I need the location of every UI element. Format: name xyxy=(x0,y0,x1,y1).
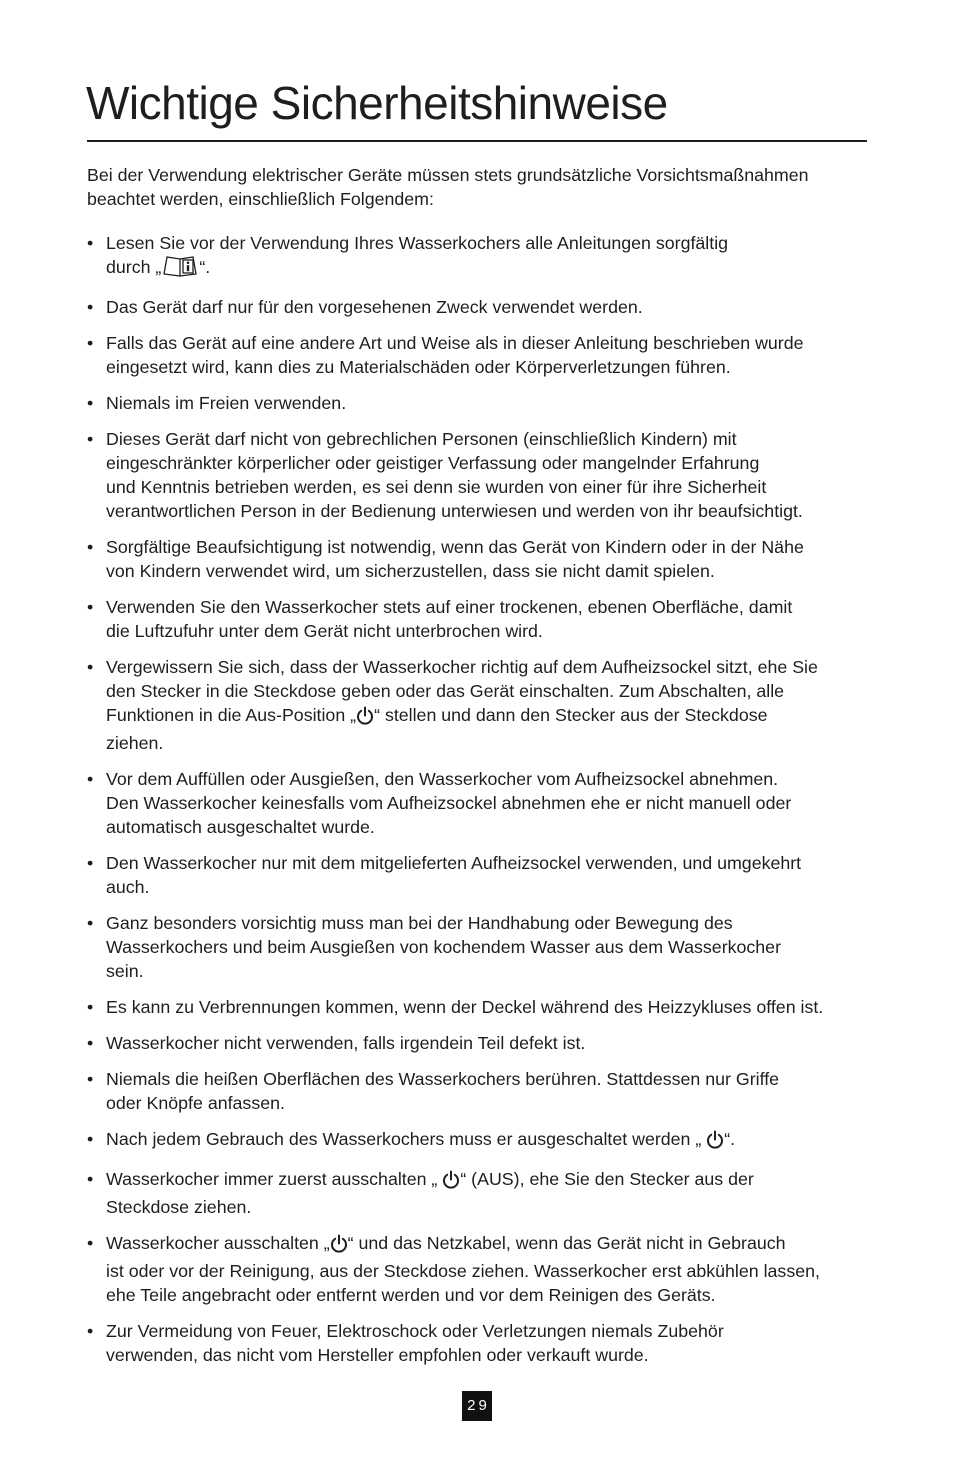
item-text: und Kenntnis betrieben werden, es sei denn sie wurden von einer für ihre Sicherheit xyxy=(106,477,767,497)
item-text: “ stellen und dann den Stecker aus der Steckdose xyxy=(374,705,768,725)
item-text: ziehen. xyxy=(106,733,164,753)
item-text: Dieses Gerät darf nicht von gebrechlichen Personen (einschließlich Kindern) mit xyxy=(106,429,737,449)
item-text: ist oder vor der Reinigung, aus der Steckdose ziehen. Wasserkocher erst abkühlen lassen, xyxy=(106,1261,820,1281)
item-text: von Kindern verwendet wird, um sicherzustellen, dass sie nicht damit spielen. xyxy=(106,561,715,581)
item-text: Lesen Sie vor der Verwendung Ihres Wasserkochers alle Anleitungen sorgfältig xyxy=(106,233,729,253)
bullet-marker: • xyxy=(87,429,94,449)
item-line xyxy=(106,1127,877,1155)
item-line xyxy=(106,619,877,643)
item-text: eingesetzt wird, kann dies zu Materialschäden oder Körperverletzungen führen. xyxy=(106,357,731,377)
item-line xyxy=(106,1283,877,1307)
item-line xyxy=(106,655,877,679)
item-line xyxy=(106,451,877,475)
bullet-marker: • xyxy=(87,333,94,353)
item-text: Niemals die heißen Oberflächen des Wasserkochers berühren. Stattdessen nur Griffe xyxy=(106,1069,780,1089)
bullet-marker: • xyxy=(87,1033,94,1053)
bullet-marker: • xyxy=(87,769,94,789)
power-icon xyxy=(356,706,374,731)
item-text: Das Gerät darf nur für den vorgesehenen Zweck verwendet werden. xyxy=(106,297,643,317)
item-line xyxy=(106,535,877,559)
bullet-marker: • xyxy=(87,657,94,677)
item-line xyxy=(106,355,877,379)
list-item xyxy=(87,391,877,415)
bullet-marker: • xyxy=(87,913,94,933)
item-text: Es kann zu Verbrennungen kommen, wenn der Deckel während des Heizzykluses offen ist. xyxy=(106,997,824,1017)
list-item xyxy=(87,655,877,755)
item-line xyxy=(106,559,877,583)
item-line xyxy=(106,935,877,959)
list-item xyxy=(87,535,877,583)
list-item xyxy=(87,427,877,523)
item-text: die Luftzufuhr unter dem Gerät nicht unterbrochen wird. xyxy=(106,621,543,641)
item-line xyxy=(106,499,877,523)
item-text: auch. xyxy=(106,877,150,897)
intro-line: beachtet werden, einschließlich Folgendem: xyxy=(87,189,434,209)
item-text: Wasserkocher nicht verwenden, falls irgendein Teil defekt ist. xyxy=(106,1033,586,1053)
item-line xyxy=(106,731,877,755)
item-text: durch „ xyxy=(106,257,162,277)
item-line xyxy=(106,1091,877,1115)
item-text: verantwortlichen Person in der Bedienung unterwiesen und werden von ihr beaufsichtigt. xyxy=(106,501,803,521)
bullet-marker: • xyxy=(87,1169,94,1189)
item-line xyxy=(106,1195,877,1219)
bullet-marker: • xyxy=(87,1069,94,1089)
list-item xyxy=(87,231,877,283)
item-line xyxy=(106,255,877,283)
item-line xyxy=(106,1031,877,1055)
item-text: Verwenden Sie den Wasserkocher stets auf einer trockenen, ebenen Oberfläche, damit xyxy=(106,597,793,617)
item-line xyxy=(106,595,877,619)
item-text: Falls das Gerät auf eine andere Art und Weise als in dieser Anleitung beschrieben wurde xyxy=(106,333,804,353)
item-text: eingeschränkter körperlicher oder geistiger Verfassung oder mangelnder Erfahrung xyxy=(106,453,760,473)
item-text: Nach jedem Gebrauch des Wasserkochers muss er ausgeschaltet werden „ xyxy=(106,1129,707,1149)
list-item xyxy=(87,1067,877,1115)
item-line xyxy=(106,767,877,791)
item-text: sein. xyxy=(106,961,144,981)
item-line xyxy=(106,1343,877,1367)
manual-info-icon xyxy=(161,255,199,283)
item-line xyxy=(106,911,877,935)
bullet-marker: • xyxy=(87,297,94,317)
list-item xyxy=(87,1319,877,1367)
item-text: Steckdose ziehen. xyxy=(106,1197,252,1217)
item-text: Wasserkocher immer zuerst ausschalten „ xyxy=(106,1169,443,1189)
item-text: Niemals im Freien verwenden. xyxy=(106,393,347,413)
item-text: Wasserkocher ausschalten „ xyxy=(106,1233,330,1253)
bullet-marker: • xyxy=(87,1321,94,1341)
bullet-marker: • xyxy=(87,1129,94,1149)
item-text: “. xyxy=(724,1129,736,1149)
intro-paragraph xyxy=(87,163,872,211)
safety-instructions-list xyxy=(87,231,877,1379)
list-item xyxy=(87,1231,877,1307)
list-item xyxy=(87,1031,877,1055)
page-title: Wichtige Sicherheitshinweise xyxy=(86,77,668,129)
item-line xyxy=(106,875,877,899)
list-item xyxy=(87,767,877,839)
item-line xyxy=(106,851,877,875)
power-icon xyxy=(706,1130,724,1155)
item-text: oder Knöpfe anfassen. xyxy=(106,1093,285,1113)
item-text: Den Wasserkocher keinesfalls vom Aufheizsockel abnehmen ehe er nicht manuell oder xyxy=(106,793,792,813)
item-text: den Stecker in die Steckdose geben oder das Gerät einschalten. Zum Abschalten, alle xyxy=(106,681,785,701)
item-text: Vergewissern Sie sich, dass der Wasserkocher richtig auf dem Aufheizsockel sitzt, ehe Sie xyxy=(106,657,818,677)
item-line xyxy=(106,331,877,355)
item-text: Sorgfältige Beaufsichtigung ist notwendig, wenn das Gerät von Kindern oder in der Nähe xyxy=(106,537,804,557)
item-text: “. xyxy=(199,257,211,277)
title-underline xyxy=(87,140,867,142)
list-item xyxy=(87,1167,877,1219)
item-line xyxy=(106,475,877,499)
item-line xyxy=(106,791,877,815)
item-text: verwenden, das nicht vom Hersteller empfohlen oder verkauft wurde. xyxy=(106,1345,649,1365)
item-text: ehe Teile angebracht oder entfernt werden und vor dem Reinigen des Geräts. xyxy=(106,1285,716,1305)
list-item xyxy=(87,911,877,983)
item-line xyxy=(106,295,877,319)
item-text: Vor dem Auffüllen oder Ausgießen, den Wasserkocher vom Aufheizsockel abnehmen. xyxy=(106,769,779,789)
item-line xyxy=(106,959,877,983)
item-text: “ und das Netzkabel, wenn das Gerät nicht in Gebrauch xyxy=(347,1233,786,1253)
bullet-marker: • xyxy=(87,853,94,873)
power-icon xyxy=(442,1170,460,1195)
list-item xyxy=(87,595,877,643)
item-text: automatisch ausgeschaltet wurde. xyxy=(106,817,375,837)
list-item xyxy=(87,295,877,319)
list-item xyxy=(87,851,877,899)
item-text: Den Wasserkocher nur mit dem mitgelieferten Aufheizsockel verwenden, und umgekehrt xyxy=(106,853,802,873)
intro-line: Bei der Verwendung elektrischer Geräte müssen stets grundsätzliche Vorsichtsmaßnahmen xyxy=(87,165,809,185)
item-line xyxy=(106,1067,877,1091)
item-text: Ganz besonders vorsichtig muss man bei der Handhabung oder Bewegung des xyxy=(106,913,733,933)
item-text: Zur Vermeidung von Feuer, Elektroschock oder Verletzungen niemals Zubehör xyxy=(106,1321,724,1341)
item-line xyxy=(106,703,877,731)
bullet-marker: • xyxy=(87,537,94,557)
item-line xyxy=(106,679,877,703)
power-icon xyxy=(330,1234,348,1259)
bullet-marker: • xyxy=(87,1233,94,1253)
item-line xyxy=(106,1259,877,1283)
item-line xyxy=(106,1167,877,1195)
item-text: Funktionen in die Aus-Position „ xyxy=(106,705,357,725)
item-line xyxy=(106,1231,877,1259)
item-text: Wasserkochers und beim Ausgießen von kochendem Wasser aus dem Wasserkocher xyxy=(106,937,781,957)
bullet-marker: • xyxy=(87,233,94,253)
item-text: “ (AUS), ehe Sie den Stecker aus der xyxy=(460,1169,754,1189)
item-line xyxy=(106,427,877,451)
item-line xyxy=(106,1319,877,1343)
page-number: 29 xyxy=(462,1391,492,1421)
bullet-marker: • xyxy=(87,997,94,1017)
bullet-marker: • xyxy=(87,597,94,617)
item-line xyxy=(106,231,877,255)
item-line xyxy=(106,815,877,839)
list-item xyxy=(87,995,877,1019)
list-item xyxy=(87,1127,877,1155)
bullet-marker: • xyxy=(87,393,94,413)
list-item xyxy=(87,331,877,379)
item-line xyxy=(106,391,877,415)
item-line xyxy=(106,995,877,1019)
